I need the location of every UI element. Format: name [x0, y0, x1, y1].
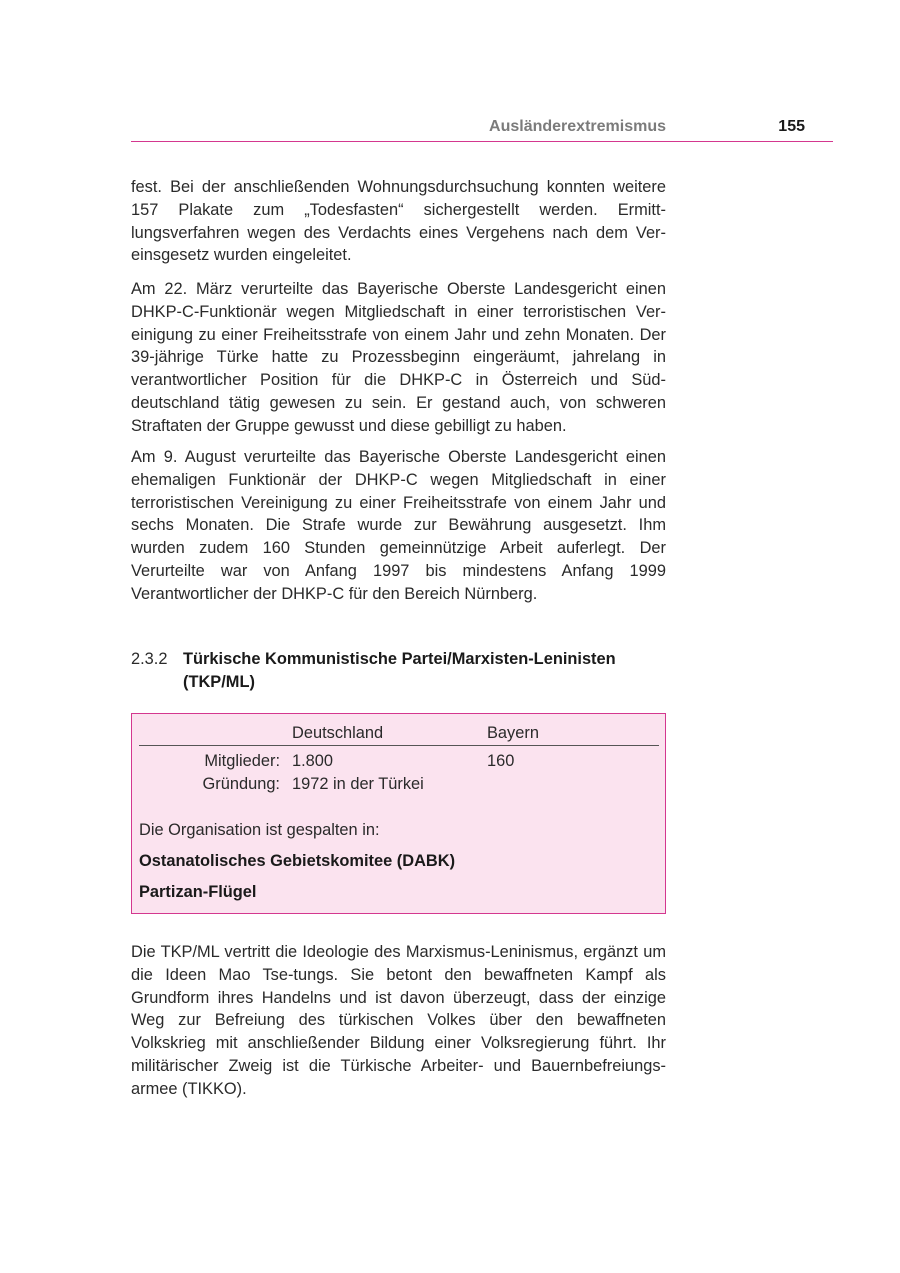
column-header-state: Bayern	[487, 724, 539, 742]
faction-item: Partizan-Flügel	[139, 883, 257, 901]
header-rule	[131, 141, 833, 142]
section-title: Türkische Kommunistische Partei/Marxisten-Leninisten (TKP/ML)	[183, 650, 616, 691]
organization-info-box	[131, 713, 666, 914]
page-number: 155	[778, 118, 805, 135]
members-state-value: 160	[487, 752, 515, 770]
body-paragraph: Die TKP/ML vertritt die Ideologie des Marxismus-Leninismus, ergänzt um die Ideen Mao Tse-tungs. Sie betont den bewaffneten Kampf als Grundform ihres Handelns und ist davon überzeugt, dass der einzige Weg zur Befreiung des türkischen Volkes über den bewaffneten Volkskrieg mit anschließender Bildung einer Volksregierung führt. Ihr militärischer Zweig ist die Türkische Arbeiter- und Bauernbefreiungsarmee (TIKKO).	[131, 943, 666, 1098]
row-label-founding: Gründung:	[202, 775, 280, 793]
split-intro: Die Organisation ist gespalten in:	[139, 821, 380, 839]
row-label-members: Mitglieder:	[204, 752, 280, 770]
column-header-country: Deutschland	[292, 724, 384, 742]
section-number: 2.3.2	[131, 650, 168, 668]
body-paragraph: Am 9. August verurteilte das Bayerische Oberste Landesgericht einen ehemaligen Funktionär der DHKP-C wegen Mitgliedschaft in einer terroristischen Vereinigung zu einer Freiheitsstrafe von einem Jahr und sechs Monaten. Die Strafe wurde zur Bewährung ausgesetzt. Ihm wurden zudem 160 Stunden gemeinnützige Arbeit auferlegt. Der Verurteilte war von Anfang 1997 bis mindestens Anfang 1999 Verantwortlicher der DHKP-C für den Bereich Nürnberg.	[131, 448, 666, 603]
table-rule	[139, 745, 659, 746]
body-paragraph: fest. Bei der anschließenden Wohnungsdurchsuchung konnten weitere 157 Plakate zum „Todesfasten“ sichergestellt werden. Ermittlungsverfahren wegen des Verdachts eines Vergehens nach dem Vereinsgesetz wurden eingeleitet.	[131, 178, 666, 265]
faction-item: Ostanatolisches Gebietskomitee (DABK)	[139, 852, 456, 870]
founding-value: 1972 in der Türkei	[292, 775, 424, 793]
running-title: Ausländerextremismus	[489, 118, 666, 135]
members-country-value: 1.800	[292, 752, 334, 770]
body-paragraph: Am 22. März verurteilte das Bayerische Oberste Landesgericht einen DHKP-C-Funktionär wegen Mitgliedschaft in einer terroristischen Vereinigung zu einer Freiheitsstrafe von einem Jahr und zehn Monaten. Der 39-jährige Türke hatte zu Prozessbeginn eingeräumt, jahrelang in verantwortlicher Position für die DHKP-C in Österreich und Süddeutschland tätig gewesen zu sein. Er gestand auch, von schweren Straftaten der Gruppe gewusst und diese gebilligt zu haben.	[131, 280, 666, 435]
